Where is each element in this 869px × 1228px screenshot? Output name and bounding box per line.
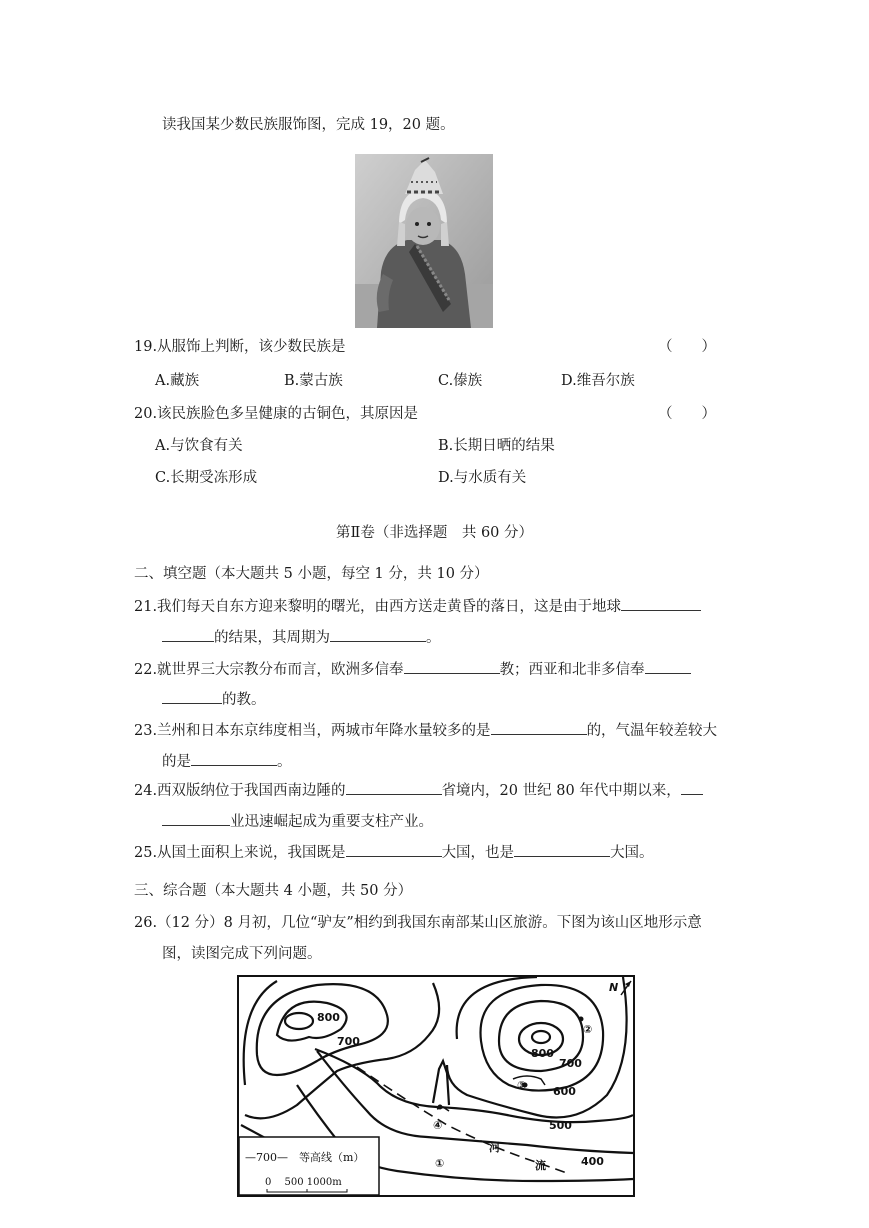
north-label: N (609, 981, 619, 994)
q23-line1 (134, 720, 717, 741)
q26-line2: 图，读图完成下列问题。 (162, 946, 322, 962)
q22-blank-1[interactable] (404, 659, 500, 674)
contour-label-600: 600 (553, 1085, 576, 1098)
q24-text-a: 24.西双版纳位于我国西南边陲的 (134, 783, 346, 799)
q24-line1 (134, 780, 703, 801)
q25-text-a: 25.从国土面积上来说，我国既是 (134, 845, 346, 861)
q24-line2 (162, 811, 433, 832)
q22-text-c: 的教。 (222, 692, 266, 708)
point-label-3: ③ (517, 1079, 527, 1092)
q20-option-b: B.长期日晒的结果 (438, 438, 555, 454)
q23-line2 (162, 751, 292, 772)
q19-answer-paren: （ ） (658, 339, 716, 355)
legend-scale: 0 500 1000m (265, 1177, 342, 1188)
section2-heading: 二、填空题（本大题共 5 小题，每空 1 分，共 10 分） (134, 566, 489, 582)
point-label-4: ④ (433, 1119, 443, 1132)
q24-blank-1[interactable] (346, 780, 442, 795)
contour-label-700-left: 700 (337, 1035, 360, 1048)
contour-label-500: 500 (549, 1119, 572, 1132)
q21-text-b: 的结果，其周期为 (214, 630, 330, 646)
q21-line2 (162, 627, 441, 648)
contour-label-800-right: 800 (531, 1047, 554, 1060)
q19-option-b: B.蒙古族 (284, 373, 343, 389)
part2-title: 第Ⅱ卷（非选择题 共 60 分） (335, 525, 534, 541)
q23-text-d: 。 (277, 754, 292, 770)
q21-blank-1-cont[interactable] (162, 627, 214, 642)
q26-line1: 26.（12 分）8 月初，几位“驴友”相约到我国东南部某山区旅游。下图为该山区地形示意 (134, 915, 702, 931)
point-label-2: ② (583, 1023, 593, 1036)
q25-text-c: 大国。 (610, 845, 654, 861)
q22-line1 (134, 659, 691, 680)
q19-stem: 19.从服饰上判断，该少数民族是 (134, 339, 346, 355)
q23-text-a: 23.兰州和日本东京纬度相当，两城市年降水量较多的是 (134, 723, 491, 739)
q21-blank-2[interactable] (330, 627, 426, 642)
topographic-map (237, 975, 635, 1197)
q23-text-b: 的，气温年较差较大 (586, 723, 718, 739)
q25-blank-1[interactable] (346, 842, 442, 857)
q19-option-d: D.维吾尔族 (561, 373, 635, 389)
map-legend (239, 1137, 379, 1195)
intro-text: 读我国某少数民族服饰图，完成 19，20 题。 (162, 117, 455, 133)
q22-blank-2-cont[interactable] (162, 689, 222, 704)
q24-blank-2[interactable] (681, 780, 703, 795)
river-char-1: 河 (489, 1141, 500, 1154)
point-marker (438, 1105, 443, 1110)
q23-text-c: 的是 (162, 754, 191, 770)
q20-stem: 20.该民族脸色多呈健康的古铜色，其原因是 (134, 406, 419, 422)
q24-blank-2-cont[interactable] (162, 811, 230, 826)
q20-option-a: A.与饮食有关 (155, 438, 243, 454)
point-label-1: ① (435, 1157, 445, 1170)
q24-text-c: 业迅速崛起成为重要支柱产业。 (230, 814, 433, 830)
section3-heading: 三、综合题（本大题共 4 小题，共 50 分） (134, 883, 413, 899)
q22-blank-2[interactable] (645, 659, 691, 674)
q25-text-b: 大国，也是 (441, 845, 515, 861)
q23-blank-2[interactable] (191, 751, 277, 766)
contour-label-800-left: 800 (317, 1011, 340, 1024)
legend-contour: —700— 等高线（m） (245, 1151, 365, 1164)
q21-line1 (134, 596, 701, 617)
q21-text-c: 。 (426, 630, 441, 646)
q22-text-b: 教；西亚和北非多信奉 (499, 662, 645, 678)
q21-blank-1[interactable] (621, 596, 701, 611)
point-marker (579, 1017, 584, 1022)
q25-blank-2[interactable] (514, 842, 610, 857)
q23-blank-1[interactable] (491, 720, 587, 735)
q19-option-c: C.傣族 (438, 373, 483, 389)
contour-label-400: 400 (581, 1155, 604, 1168)
river-char-2: 流 (535, 1159, 546, 1172)
q19-option-a: A.藏族 (155, 373, 200, 389)
q20-option-d: D.与水质有关 (438, 470, 527, 486)
q24-text-b: 省境内，20 世纪 80 年代中期以来， (441, 783, 681, 799)
costume-photo (355, 154, 493, 328)
q20-option-c: C.长期受冻形成 (155, 470, 258, 486)
q22-line2 (162, 689, 266, 710)
q21-text-a: 21.我们每天自东方迎来黎明的曙光，由西方送走黄昏的落日，这是由于地球 (134, 599, 622, 615)
q20-answer-paren: （ ） (658, 406, 716, 422)
q22-text-a: 22.就世界三大宗教分布而言，欧洲多信奉 (134, 662, 404, 678)
q25-line (134, 842, 654, 863)
contour-label-700-right: 700 (559, 1057, 582, 1070)
